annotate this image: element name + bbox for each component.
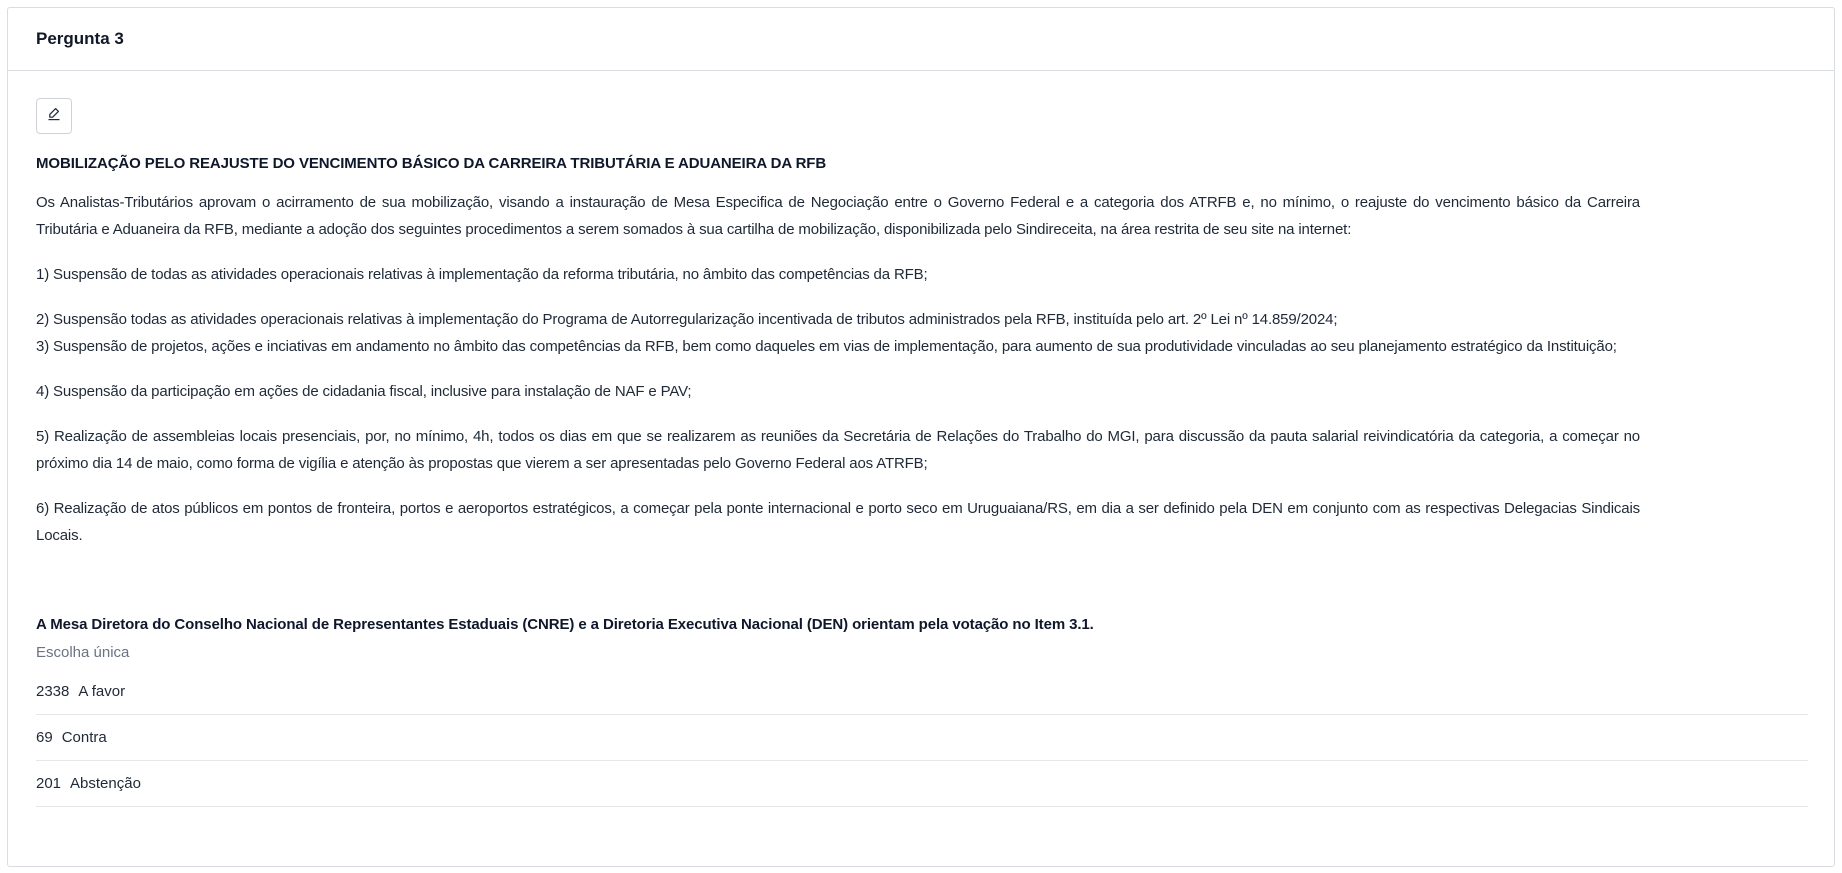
choice-type-label: Escolha única xyxy=(36,644,130,661)
question-description xyxy=(36,189,1640,549)
question-item-1: 1) Suspensão de todas as atividades operacionais relativas à implementação da reforma tributária, no âmbito das competências da RFB; xyxy=(36,266,928,283)
question-item-3: 3) Suspensão de projetos, ações e inciativas em andamento no âmbito das competências da RFB, bem como daqueles em vias de implementação, para aumento de sua produtividade vinculadas ao seu planejamento estratégico da Instituição; xyxy=(36,338,1617,355)
question-title: MOBILIZAÇÃO PELO REAJUSTE DO VENCIMENTO BÁSICO DA CARREIRA TRIBUTÁRIA E ADUANEIRA DA RFB xyxy=(36,155,827,172)
card-header xyxy=(8,8,1834,71)
voting-orientation: A Mesa Diretora do Conselho Nacional de Representantes Estaduais (CNRE) e a Diretoria Executiva Nacional (DEN) orientam pela votação no Item 3.1. xyxy=(36,616,1094,633)
result-row-contra xyxy=(36,715,1808,761)
result-count: 2338 xyxy=(36,683,70,700)
result-row-abstencao xyxy=(36,761,1808,807)
question-item-4: 4) Suspensão da participação em ações de cidadania fiscal, inclusive para instalação de NAF e PAV; xyxy=(36,383,692,400)
result-label: A favor xyxy=(78,683,126,700)
results-list xyxy=(36,669,1808,807)
question-card xyxy=(7,7,1835,867)
card-body xyxy=(8,71,1834,807)
edit-pen-icon xyxy=(47,107,61,126)
question-intro: Os Analistas-Tributários aprovam o acirramento de sua mobilização, visando a instauração de Mesa Especifica de Negociação entre o Governo Federal e a categoria dos ATRFB e, no mínimo, o reajuste do vencimento básico da Carreira Tributária e Aduaneira da RFB, mediante a adoção dos seguintes procedimentos a serem somados à sua cartilha de mobilização, disponibilizada pelo Sindireceita, na área restrita de seu site na internet: xyxy=(36,194,1640,238)
question-item-6: 6) Realização de atos públicos em pontos de fronteira, portos e aeroportos estratégicos, a começar pela ponte internacional e porto seco em Uruguaiana/RS, em dia a ser definido pela DEN em conjunto com as respectivas Delegacias Sindicais Locais. xyxy=(36,500,1640,544)
question-item-2: 2) Suspensão todas as atividades operacionais relativas à implementação do Programa de Autorregularização incentivada de tributos administrados pela RFB, instituída pelo art. 2º Lei nº 14.859/2024; xyxy=(36,311,1338,328)
edit-button[interactable] xyxy=(36,98,72,134)
result-row-a-favor xyxy=(36,669,1808,715)
result-label: Contra xyxy=(61,729,107,746)
result-label: Abstenção xyxy=(70,775,141,792)
question-item-5: 5) Realização de assembleias locais presenciais, por, no mínimo, 4h, todos os dias em que se realizarem as reuniões da Secretária de Relações do Trabalho do MGI, para discussão da pauta salarial reivindicatória da categoria, a começar no próximo dia 14 de maio, como forma de vigília e atenção às propostas que vierem a ser apresentadas pelo Governo Federal aos ATRFB; xyxy=(36,428,1640,472)
result-count: 201 xyxy=(36,775,62,792)
page-title: Pergunta 3 xyxy=(36,29,124,48)
result-count: 69 xyxy=(36,729,53,746)
